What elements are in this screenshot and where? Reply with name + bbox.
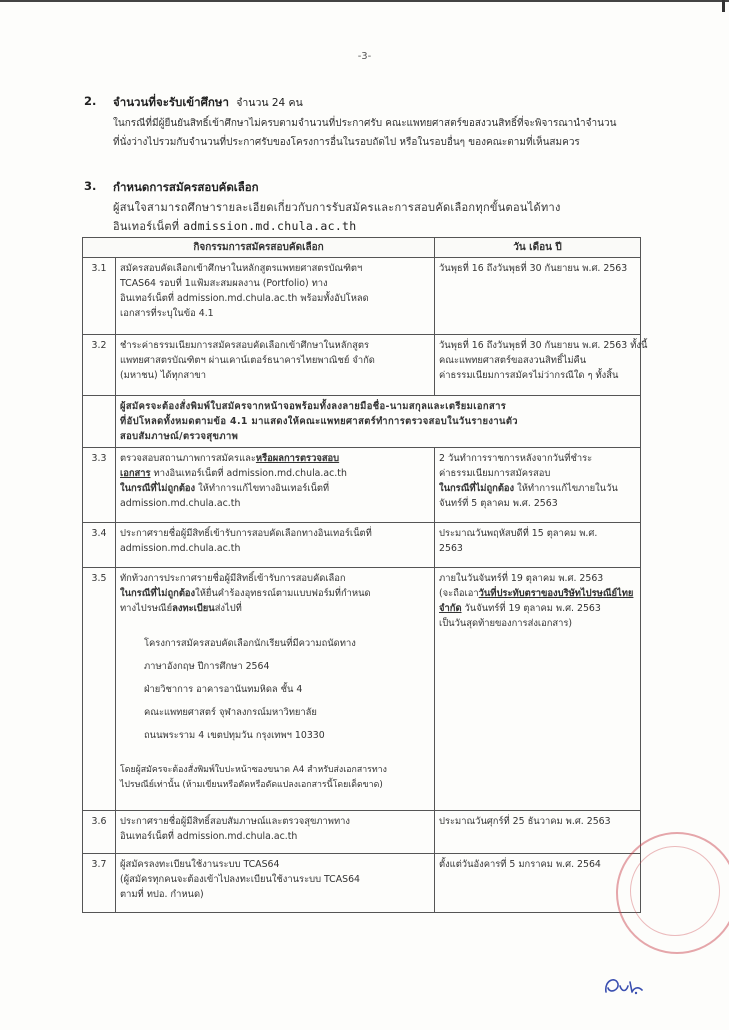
- date-line: ค่าธรรมเนียมการสมัครไม่ว่ากรณีใด ๆ ทั้งสิ้น: [439, 370, 619, 381]
- envelope-note-line: ไปรษณีย์เท่านั้น (ห้ามเขียนหรือตัดหรือดัดแปลงเอกสารนี้โดยเด็ดขาด): [120, 780, 383, 790]
- header-activity: กิจกรรมการสมัครสอบคัดเลือก: [83, 238, 435, 258]
- activity-line: อินเทอร์เน็ตที่ admission.md.chula.ac.th: [120, 831, 298, 842]
- activity-line: [120, 481, 430, 496]
- address-line: โครงการสมัครสอบคัดเลือกนักเรียนที่มีความถนัดทาง: [144, 638, 356, 649]
- activity-text: ตรวจสอบสถานภาพการสมัครและ: [120, 453, 256, 464]
- note-line: สอบสัมภาษณ์/ตรวจสุขภาพ: [120, 431, 239, 442]
- section-2-paragraph: [113, 114, 616, 152]
- activity-line: ประกาศรายชื่อผู้มีสิทธิ์เข้ารับการสอบคัดเลือกทางอินเทอร์เน็ตที่: [120, 528, 372, 539]
- activity-line: [120, 466, 430, 481]
- section-2-heading: [113, 94, 303, 112]
- date-line: เป็นวันสุดท้ายของการส่งเอกสาร): [439, 618, 573, 629]
- row-number: 3.4: [83, 523, 116, 568]
- date-cell: [435, 811, 641, 854]
- top-corner-mark: [722, 0, 725, 12]
- activity-text: ทางไปรษณีย์: [120, 603, 173, 614]
- activity-emphasis: ในกรณีที่ไม่ถูกต้อง: [120, 483, 196, 494]
- table-row: [83, 523, 641, 568]
- row-number: 3.1: [83, 258, 116, 335]
- date-line: [439, 601, 636, 616]
- activity-line: (ผู้สมัครทุกคนจะต้องเข้าไปลงทะเบียนใช้งานระบบ TCAS64: [120, 874, 361, 885]
- section-2-title: จำนวนที่จะรับเข้าศึกษา: [113, 95, 229, 109]
- section-3-title: กำหนดการสมัครสอบคัดเลือก: [113, 180, 259, 194]
- activity-line: ตามที่ ทปอ. กำหนด): [120, 889, 204, 900]
- activity-line: เอกสารที่ระบุในข้อ 4.1: [120, 308, 214, 319]
- activity-line: [120, 586, 430, 601]
- section-3-number: 3.: [84, 179, 97, 193]
- address-line: คณะแพทยศาสตร์ จุฬาลงกรณ์มหาวิทยาลัย: [144, 707, 317, 718]
- date-text: ให้ทำการแก้ไขภายในวัน: [514, 483, 618, 494]
- date-cell: [435, 854, 641, 913]
- section-3-heading: [113, 179, 259, 197]
- address-line: ภาษาอังกฤษ ปีการศึกษา 2564: [144, 661, 270, 672]
- header-date: วัน เดือน ปี: [435, 238, 641, 258]
- activity-emphasis: ลงทะเบียน: [172, 603, 215, 614]
- activity-text: ทางอินเทอร์เน็ตที่ admission.md.chula.ac.th: [150, 468, 347, 479]
- table-row: [83, 568, 641, 811]
- handwritten-signature: [596, 970, 646, 1000]
- table-row: [83, 335, 641, 396]
- section-3-intro: [113, 198, 561, 236]
- table-row: [83, 448, 641, 523]
- schedule-table: [82, 237, 648, 913]
- date-line: 2563: [439, 543, 463, 554]
- activity-line: แพทยศาสตรบัณฑิตฯ ผ่านเคาน์เตอร์ธนาคารไทยพาณิชย์ จำกัด: [120, 355, 375, 366]
- date-cell: [435, 335, 648, 396]
- activity-emphasis: หรือผลการตรวจสอบ: [255, 453, 340, 464]
- activity-line: admission.md.chula.ac.th: [120, 498, 241, 509]
- date-line: [439, 481, 636, 496]
- activity-cell: [116, 335, 435, 396]
- date-line: จันทร์ที่ 5 ตุลาคม พ.ศ. 2563: [439, 498, 558, 509]
- row-number: 3.2: [83, 335, 116, 396]
- activity-cell: [116, 258, 435, 335]
- date-text: (จะถือเอา: [439, 588, 479, 599]
- activity-text: ให้ยื่นคำร้องอุทธรณ์ตามแบบฟอร์มที่กำหนด: [195, 588, 371, 599]
- date-line: วันพุธที่ 16 ถึงวันพุธที่ 30 กันยายน พ.ศ. 2563 ทั้งนี้: [439, 340, 648, 351]
- row-number: 3.6: [83, 811, 116, 854]
- activity-cell: [116, 448, 435, 523]
- date-line: ประมาณวันศุกร์ที่ 25 ธันวาคม พ.ศ. 2563: [439, 816, 611, 827]
- activity-cell: [116, 523, 435, 568]
- activity-line: [120, 451, 430, 466]
- note-line: ที่อัปโหลดทั้งหมดตามข้อ 4.1 มาแสดงให้คณะแพทยศาสตร์ทำการตรวจสอบในวันรายงานตัว: [120, 416, 518, 427]
- paragraph-line: ในกรณีที่มีผู้ยืนยันสิทธิ์เข้าศึกษาไม่ครบตามจำนวนที่ประกาศรับ คณะแพทยศาสตร์ขอสงวนสิทธิ์ที่จะพิจารณานำจำนวน: [113, 118, 617, 129]
- note-line: ผู้สมัครจะต้องสั่งพิมพ์ใบสมัครจากหน้าจอพร้อมทั้งลงลายมือชื่อ-นามสกุลและเตรียมเอกสาร: [120, 401, 507, 412]
- official-seal-inner-ring: [630, 846, 720, 936]
- print-application-note: [116, 396, 641, 448]
- activity-line: TCAS64 รอบที่ 1แฟ้มสะสมผลงาน (Portfolio) ทาง: [120, 278, 328, 289]
- date-line: ภายในวันจันทร์ที่ 19 ตุลาคม พ.ศ. 2563: [439, 573, 604, 584]
- activity-line: admission.md.chula.ac.th: [120, 543, 241, 554]
- activity-cell: [116, 811, 435, 854]
- top-border-line: [0, 0, 729, 2]
- note-spacer: [83, 396, 116, 448]
- table-header-row: [83, 238, 641, 258]
- intro-line: [113, 217, 561, 236]
- row-number: 3.3: [83, 448, 116, 523]
- date-cell: [435, 448, 641, 523]
- date-line: ประมาณวันพฤหัสบดีที่ 15 ตุลาคม พ.ศ.: [439, 528, 598, 539]
- table-row: [83, 854, 641, 913]
- section-2-amount: จำนวน 24 คน: [236, 97, 303, 109]
- table-note-row: [83, 396, 641, 448]
- address-line: ถนนพระราม 4 เขตปทุมวัน กรุงเทพฯ 10330: [144, 730, 325, 741]
- date-line: วันพุธที่ 16 ถึงวันพุธที่ 30 กันยายน พ.ศ. 2563: [439, 263, 628, 274]
- activity-line: ผู้สมัครลงทะเบียนใช้งานระบบ TCAS64: [120, 859, 280, 870]
- date-cell: [435, 523, 641, 568]
- date-cell: [435, 568, 641, 811]
- date-line: คณะแพทยศาสตร์ขอสงวนสิทธิ์ไม่คืน: [439, 355, 587, 366]
- admission-url: admission.md.chula.ac.th: [183, 219, 357, 233]
- page-number: -3-: [357, 51, 372, 62]
- paragraph-line: ที่นั่งว่างไปรวมกับจำนวนที่ประกาศรับของโครงการอื่นในรอบถัดไป หรือในรอบอื่นๆ ของคณะตามที่เห็นสมควร: [113, 137, 580, 148]
- activity-line: อินเทอร์เน็ตที่ admission.md.chula.ac.th พร้อมทั้งอัปโหลด: [120, 293, 369, 304]
- date-line: 2 วันทำการราชการหลังจากวันที่ชำระ: [439, 453, 593, 464]
- activity-cell: [116, 568, 435, 811]
- date-emphasis: ในกรณีที่ไม่ถูกต้อง: [439, 483, 515, 494]
- date-cell: [435, 258, 641, 335]
- intro-line: ผู้สนใจสามารถศึกษารายละเอียดเกี่ยวกับการรับสมัครและการสอบคัดเลือกทุกขั้นตอนได้ทาง: [113, 201, 561, 214]
- section-2-number: 2.: [84, 94, 97, 108]
- activity-emphasis: เอกสาร: [120, 468, 151, 479]
- activity-text: ส่งไปที่: [214, 603, 242, 614]
- date-text: วันจันทร์ที่ 19 ตุลาคม พ.ศ. 2563: [461, 603, 601, 614]
- date-line: [439, 586, 636, 601]
- activity-line: ประกาศรายชื่อผู้มีสิทธิ์สอบสัมภาษณ์และตรวจสุขภาพทาง: [120, 816, 351, 827]
- date-line: ตั้งแต่วันอังคารที่ 5 มกราคม พ.ศ. 2564: [439, 859, 601, 870]
- date-emphasis: จำกัด: [439, 603, 462, 614]
- row-number: 3.5: [83, 568, 116, 811]
- activity-cell: [116, 854, 435, 913]
- date-line: ค่าธรรมเนียมการสมัครสอบ: [439, 468, 551, 479]
- intro-prefix: อินเทอร์เน็ตที่: [113, 220, 180, 233]
- envelope-note-line: โดยผู้สมัครจะต้องสั่งพิมพ์ใบปะหน้าซองขนาด A4 สำหรับส่งเอกสารทาง: [120, 765, 387, 775]
- activity-line: (มหาชน) ได้ทุกสาขา: [120, 370, 207, 381]
- row-number: 3.7: [83, 854, 116, 913]
- activity-line: ทักท้วงการประกาศรายชื่อผู้มีสิทธิ์เข้ารับการสอบคัดเลือก: [120, 573, 346, 584]
- address-line: ฝ่ายวิชาการ อาคารอานันทมหิดล ชั้น 4: [144, 684, 303, 695]
- activity-text: ให้ทำการแก้ไขทางอินเทอร์เน็ตที่: [195, 483, 330, 494]
- date-emphasis: วันที่ประทับตราของบริษัทไปรษณีย์ไทย: [478, 588, 634, 599]
- activity-line: ชำระค่าธรรมเนียมการสมัครสอบคัดเลือกเข้าศึกษาในหลักสูตร: [120, 340, 369, 351]
- activity-emphasis: ในกรณีที่ไม่ถูกต้อง: [120, 588, 196, 599]
- table-row: [83, 258, 641, 335]
- table-row: [83, 811, 641, 854]
- activity-line: [120, 601, 430, 616]
- activity-line: สมัครสอบคัดเลือกเข้าศึกษาในหลักสูตรแพทยศาสตรบัณฑิตฯ: [120, 263, 363, 274]
